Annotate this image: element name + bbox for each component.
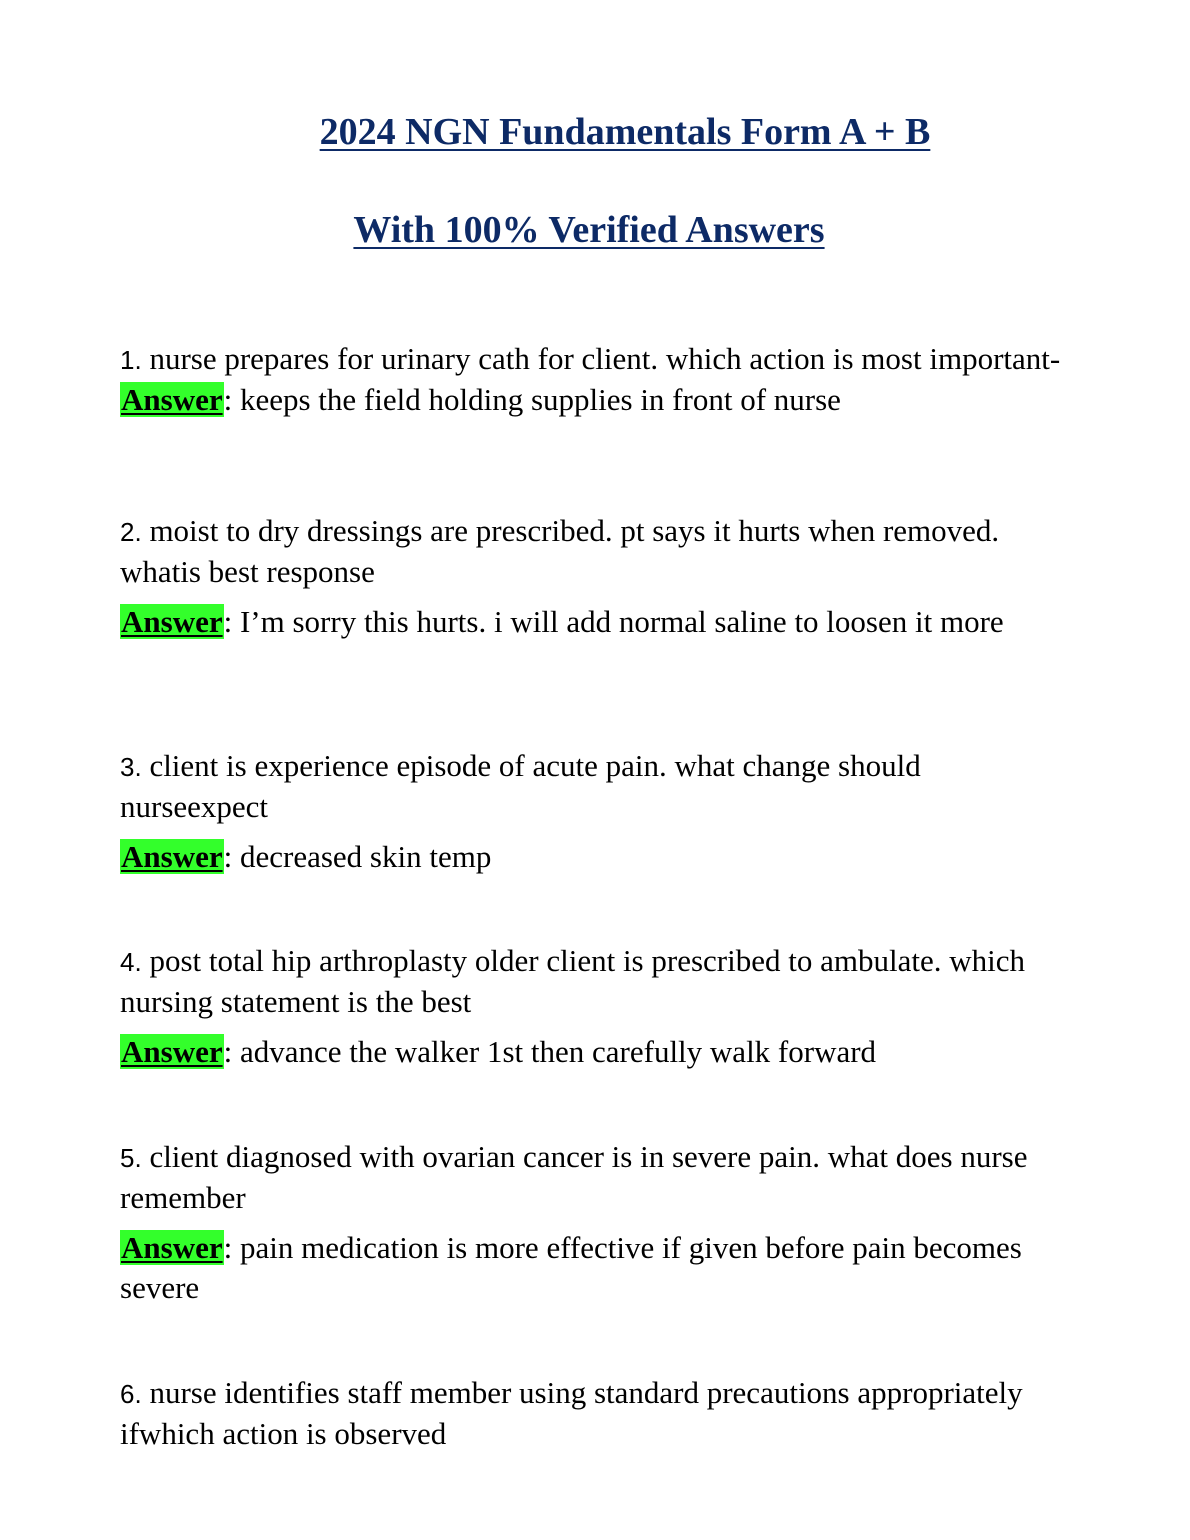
- answer-4: [120, 1032, 1070, 1072]
- question-number: 4.: [120, 947, 142, 977]
- question-block-4: [120, 941, 1070, 1072]
- answer-label: Answer: [121, 382, 223, 417]
- question-block-1: [120, 339, 1070, 420]
- question-text: nurse prepares for urinary cath for client. which action is most important-: [149, 341, 1061, 376]
- question-block-5: [120, 1137, 1070, 1308]
- answer-5: [120, 1228, 1070, 1308]
- question-1: [120, 339, 1070, 380]
- question-text: client is experience episode of acute pain. what change should nurseexpect: [120, 748, 921, 824]
- document-title: 2024 NGN Fundamentals Form A + B: [319, 111, 931, 153]
- question-2: [120, 511, 1070, 592]
- document-subtitle: With 100% Verified Answers: [353, 209, 825, 251]
- answer-label: Answer: [121, 1230, 223, 1265]
- question-number: 1.: [120, 345, 142, 375]
- answer-label: Answer: [121, 604, 223, 639]
- answer-text: : advance the walker 1st then carefully walk forward: [223, 1034, 877, 1069]
- question-3: [120, 746, 1070, 827]
- question-block-3: [120, 746, 1070, 877]
- answer-text: : I’m sorry this hurts. i will add normal saline to loosen it more: [223, 604, 1004, 639]
- answer-text: : pain medication is more effective if given before pain becomes severe: [120, 1230, 1022, 1305]
- answer-2: [120, 602, 1070, 642]
- question-block-2: [120, 511, 1070, 642]
- answer-1: [120, 380, 1070, 420]
- answer-label: Answer: [121, 1034, 223, 1069]
- question-number: 3.: [120, 752, 142, 782]
- question-text: moist to dry dressings are prescribed. pt says it hurts when removed. whatis best response: [120, 513, 1000, 589]
- question-5: [120, 1137, 1070, 1218]
- question-6: [120, 1373, 1070, 1454]
- answer-label: Answer: [121, 839, 223, 874]
- answer-text: : decreased skin temp: [223, 839, 492, 874]
- question-4: [120, 941, 1070, 1022]
- question-number: 6.: [120, 1379, 142, 1409]
- question-block-6: [120, 1373, 1070, 1454]
- answer-text: : keeps the field holding supplies in front of nurse: [223, 382, 841, 417]
- question-text: client diagnosed with ovarian cancer is in severe pain. what does nurse remember: [120, 1139, 1028, 1215]
- question-number: 2.: [120, 517, 142, 547]
- answer-3: [120, 837, 1070, 877]
- question-number: 5.: [120, 1143, 142, 1173]
- question-text: nurse identifies staff member using standard precautions appropriately ifwhich action is observed: [120, 1375, 1023, 1451]
- question-text: post total hip arthroplasty older client is prescribed to ambulate. which nursing statement is the best: [120, 943, 1025, 1019]
